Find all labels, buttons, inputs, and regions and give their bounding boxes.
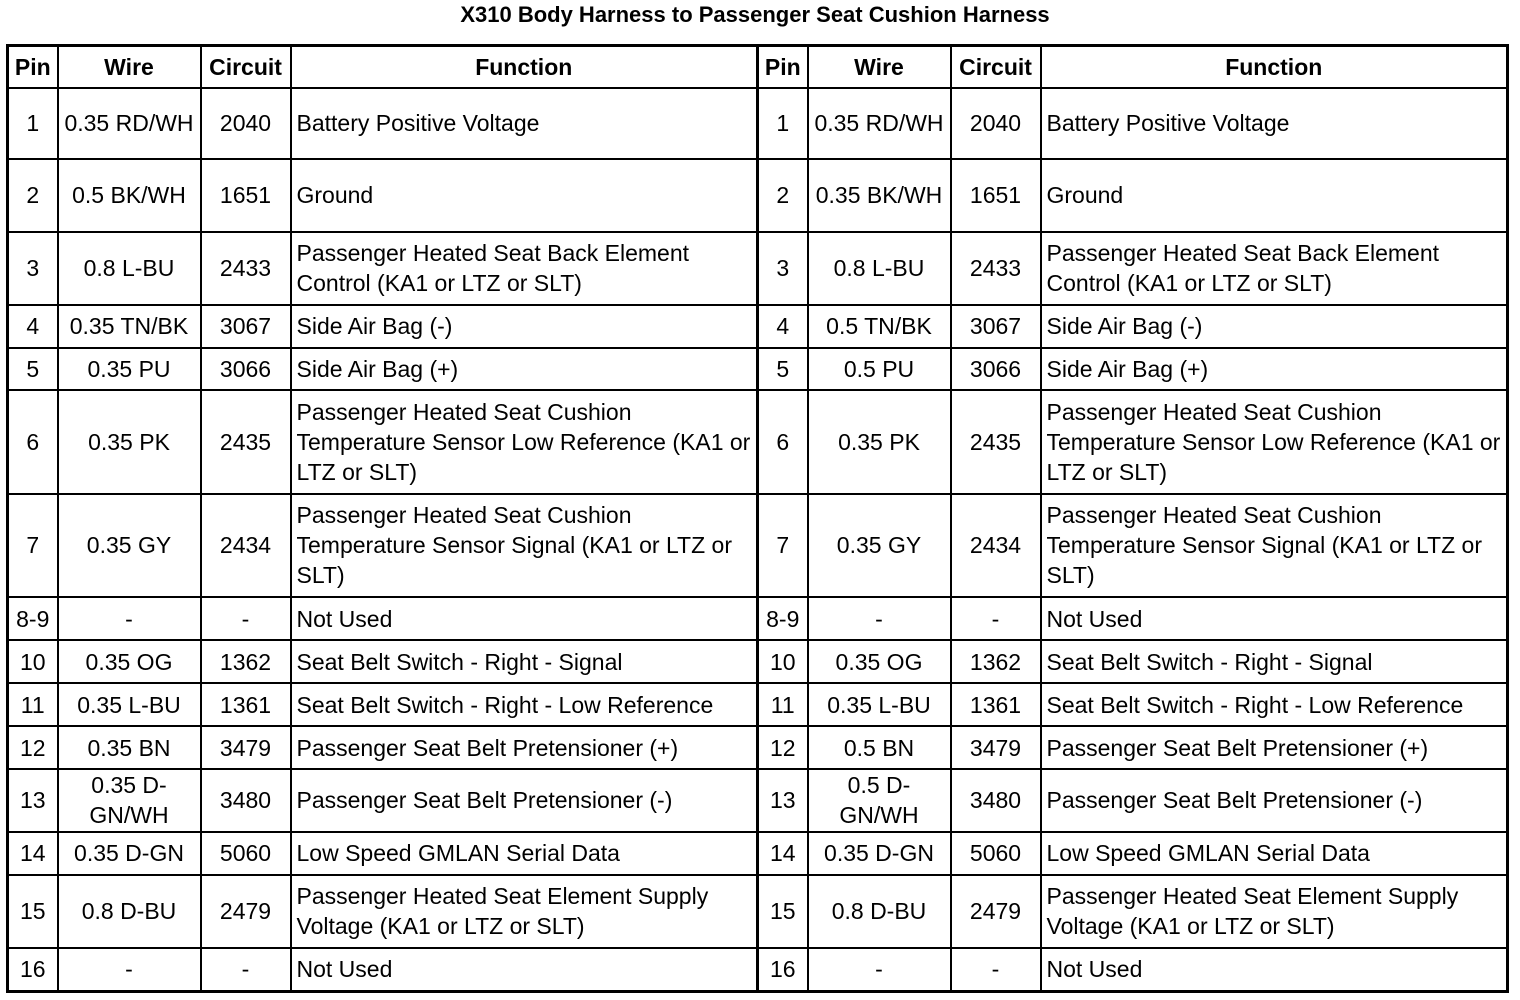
table-row [8,232,1508,305]
right-pin-cell: 16 [758,948,808,992]
header-function: Function [291,46,758,89]
right-wire-cell: 0.8 D-BU [808,875,951,948]
right-wire-cell: 0.35 RD/WH [808,88,951,159]
right-wire-cell: 0.5 TN/BK [808,305,951,349]
right-function-cell: Passenger Heated Seat Back Element Control (KA1 or LTZ or SLT) [1041,232,1508,305]
right-pin-cell: 15 [758,875,808,948]
right-wire-cell: 0.35 GY [808,494,951,597]
table-row [8,494,1508,597]
right-function-cell: Not Used [1041,948,1508,992]
left-wire-cell: 0.35 D-GN/WH [58,769,201,832]
table-row [8,948,1508,992]
left-function-cell: Not Used [291,948,758,992]
right-circuit-cell: 1361 [951,683,1041,727]
left-pin-cell: 12 [8,726,58,768]
table-row [8,597,1508,641]
left-circuit-cell: 2435 [201,390,291,493]
left-pin-cell: 7 [8,494,58,597]
left-circuit-cell: 2433 [201,232,291,305]
right-pin-cell: 4 [758,305,808,349]
right-pin-cell: 8-9 [758,597,808,641]
right-function-cell: Passenger Heated Seat Element Supply Voltage (KA1 or LTZ or SLT) [1041,875,1508,948]
left-function-cell: Passenger Seat Belt Pretensioner (-) [291,769,758,832]
right-function-cell: Side Air Bag (+) [1041,348,1508,390]
header-row [8,46,1508,89]
left-wire-cell: 0.35 TN/BK [58,305,201,349]
left-circuit-cell: 3479 [201,726,291,768]
header-circuit: Circuit [951,46,1041,89]
table-row [8,683,1508,727]
right-pin-cell: 5 [758,348,808,390]
right-function-cell: Passenger Seat Belt Pretensioner (+) [1041,726,1508,768]
right-function-cell: Battery Positive Voltage [1041,88,1508,159]
table-row [8,726,1508,768]
right-wire-cell: 0.5 PU [808,348,951,390]
right-wire-cell: 0.8 L-BU [808,232,951,305]
right-pin-cell: 13 [758,769,808,832]
right-function-cell: Side Air Bag (-) [1041,305,1508,349]
header-wire: Wire [808,46,951,89]
left-wire-cell: 0.8 D-BU [58,875,201,948]
left-pin-cell: 3 [8,232,58,305]
left-function-cell: Passenger Heated Seat Cushion Temperature Sensor Signal (KA1 or LTZ or SLT) [291,494,758,597]
table-row [8,875,1508,948]
right-circuit-cell: 3066 [951,348,1041,390]
left-function-cell: Seat Belt Switch - Right - Low Reference [291,683,758,727]
left-pin-cell: 13 [8,769,58,832]
right-circuit-cell: 2479 [951,875,1041,948]
right-circuit-cell: 2040 [951,88,1041,159]
right-pin-cell: 7 [758,494,808,597]
left-function-cell: Passenger Heated Seat Element Supply Voltage (KA1 or LTZ or SLT) [291,875,758,948]
table-row [8,88,1508,159]
left-function-cell: Passenger Heated Seat Back Element Control (KA1 or LTZ or SLT) [291,232,758,305]
left-pin-cell: 15 [8,875,58,948]
page-title: X310 Body Harness to Passenger Seat Cushion Harness [460,2,1050,27]
left-function-cell: Side Air Bag (+) [291,348,758,390]
left-pin-cell: 14 [8,832,58,876]
right-circuit-cell: 1651 [951,159,1041,232]
left-wire-cell: 0.35 RD/WH [58,88,201,159]
left-circuit-cell: 1362 [201,640,291,682]
right-pin-cell: 1 [758,88,808,159]
table-row [8,159,1508,232]
right-wire-cell: 0.5 BN [808,726,951,768]
right-wire-cell: 0.35 BK/WH [808,159,951,232]
right-function-cell: Ground [1041,159,1508,232]
left-circuit-cell: 3066 [201,348,291,390]
right-circuit-cell: 3067 [951,305,1041,349]
left-function-cell: Side Air Bag (-) [291,305,758,349]
left-circuit-cell: 5060 [201,832,291,876]
left-circuit-cell: 2040 [201,88,291,159]
right-circuit-cell: 1362 [951,640,1041,682]
left-circuit-cell: 2434 [201,494,291,597]
right-pin-cell: 14 [758,832,808,876]
header-pin: Pin [758,46,808,89]
left-function-cell: Battery Positive Voltage [291,88,758,159]
right-wire-cell: - [808,948,951,992]
right-pin-cell: 11 [758,683,808,727]
right-circuit-cell: 5060 [951,832,1041,876]
left-circuit-cell: 2479 [201,875,291,948]
right-circuit-cell: 2435 [951,390,1041,493]
right-pin-cell: 3 [758,232,808,305]
left-wire-cell: - [58,597,201,641]
left-circuit-cell: - [201,597,291,641]
right-pin-cell: 2 [758,159,808,232]
right-circuit-cell: 2433 [951,232,1041,305]
left-function-cell: Not Used [291,597,758,641]
header-function: Function [1041,46,1508,89]
left-wire-cell: 0.8 L-BU [58,232,201,305]
left-wire-cell: 0.35 GY [58,494,201,597]
table-row [8,348,1508,390]
right-function-cell: Seat Belt Switch - Right - Signal [1041,640,1508,682]
right-wire-cell: 0.35 L-BU [808,683,951,727]
right-function-cell: Not Used [1041,597,1508,641]
left-pin-cell: 2 [8,159,58,232]
left-pin-cell: 10 [8,640,58,682]
left-pin-cell: 16 [8,948,58,992]
right-function-cell: Passenger Heated Seat Cushion Temperature Sensor Low Reference (KA1 or LTZ or SLT) [1041,390,1508,493]
right-wire-cell: 0.35 OG [808,640,951,682]
right-function-cell: Low Speed GMLAN Serial Data [1041,832,1508,876]
right-circuit-cell: 3480 [951,769,1041,832]
table-row [8,832,1508,876]
left-wire-cell: 0.35 L-BU [58,683,201,727]
right-function-cell: Passenger Seat Belt Pretensioner (-) [1041,769,1508,832]
left-function-cell: Passenger Seat Belt Pretensioner (+) [291,726,758,768]
left-pin-cell: 1 [8,88,58,159]
right-pin-cell: 10 [758,640,808,682]
right-circuit-cell: 2434 [951,494,1041,597]
right-wire-cell: 0.35 PK [808,390,951,493]
right-wire-cell: 0.35 D-GN [808,832,951,876]
table-row [8,390,1508,493]
left-wire-cell: 0.35 PU [58,348,201,390]
left-function-cell: Passenger Heated Seat Cushion Temperature Sensor Low Reference (KA1 or LTZ or SLT) [291,390,758,493]
right-function-cell: Passenger Heated Seat Cushion Temperature Sensor Signal (KA1 or LTZ or SLT) [1041,494,1508,597]
left-pin-cell: 5 [8,348,58,390]
left-function-cell: Ground [291,159,758,232]
header-wire: Wire [58,46,201,89]
left-circuit-cell: 1361 [201,683,291,727]
table-row [8,640,1508,682]
left-wire-cell: 0.35 BN [58,726,201,768]
header-circuit: Circuit [201,46,291,89]
left-wire-cell: 0.5 BK/WH [58,159,201,232]
right-circuit-cell: 3479 [951,726,1041,768]
left-wire-cell: 0.35 PK [58,390,201,493]
right-circuit-cell: - [951,948,1041,992]
left-circuit-cell: 3067 [201,305,291,349]
right-pin-cell: 6 [758,390,808,493]
right-wire-cell: - [808,597,951,641]
left-pin-cell: 6 [8,390,58,493]
right-function-cell: Seat Belt Switch - Right - Low Reference [1041,683,1508,727]
table-row [8,769,1508,832]
right-wire-cell: 0.5 D-GN/WH [808,769,951,832]
left-circuit-cell: 1651 [201,159,291,232]
left-pin-cell: 4 [8,305,58,349]
right-pin-cell: 12 [758,726,808,768]
left-circuit-cell: - [201,948,291,992]
left-wire-cell: 0.35 OG [58,640,201,682]
left-wire-cell: 0.35 D-GN [58,832,201,876]
left-wire-cell: - [58,948,201,992]
header-pin: Pin [8,46,58,89]
table-row [8,305,1508,349]
left-function-cell: Low Speed GMLAN Serial Data [291,832,758,876]
left-pin-cell: 8-9 [8,597,58,641]
connector-pinout-table [6,44,1509,993]
left-circuit-cell: 3480 [201,769,291,832]
right-circuit-cell: - [951,597,1041,641]
left-function-cell: Seat Belt Switch - Right - Signal [291,640,758,682]
left-pin-cell: 11 [8,683,58,727]
